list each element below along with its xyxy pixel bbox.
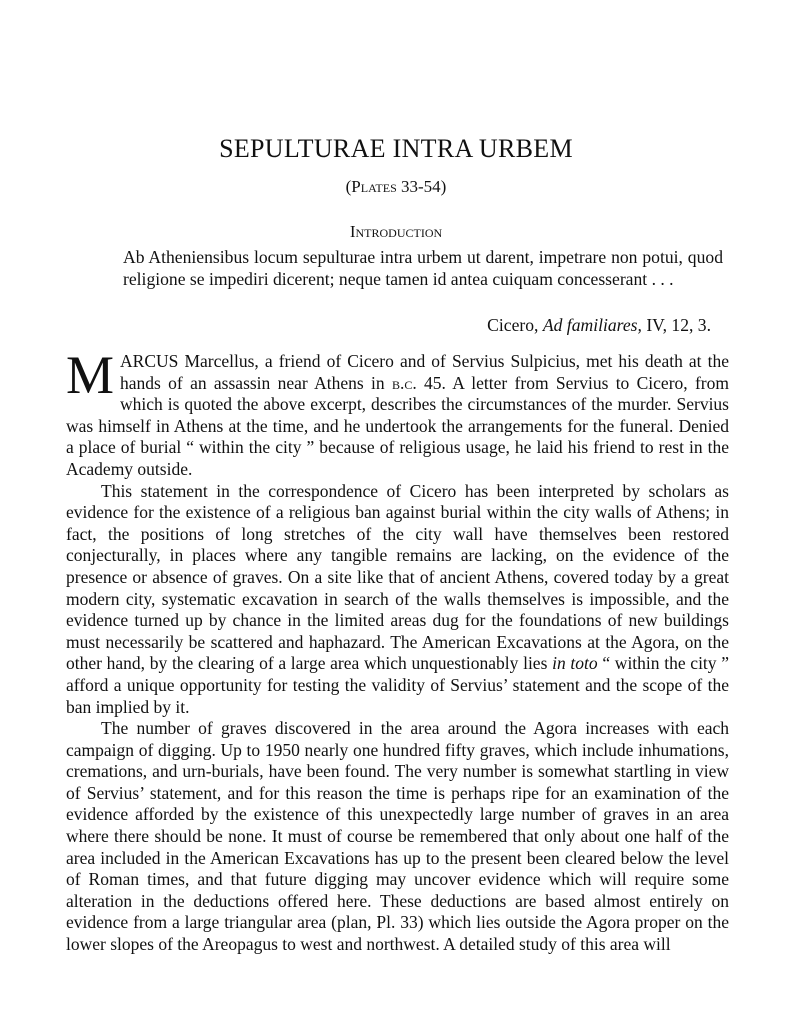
paragraph-2-text-b: “ within the city ” afford a unique opportunity for testing the validity of Servius’ statement and the scope of the ban implied by it. bbox=[66, 653, 730, 717]
paragraph-3: The number of graves discovered in the area around the Agora increases with each campaign of digging. Up to 1950 nearly one hundred fifty graves, which include inhumations, cremations, and urn-burials, have been found. The very number is somewhat startling in view of Servius’ statement, and for this reason the time is perhaps ripe for an examination of the evidence afforded by the existence of this unexpectedly large number of graves in an area where there should be none. It must of course be remembered that only about one half of the area included in the American Excavations has up to the present been cleared below the level of Roman times, and that future digging may uncover evidence which will require some alteration in the deductions offered here. These deductions are based almost entirely on evidence from a large triangular area (plan, Pl. 33) which lies outside the Agora proper on the lower slopes of the Areopagus to west and northwest. A detailed study of this area will bbox=[66, 718, 729, 955]
section-heading: Introduction bbox=[349, 222, 443, 241]
epigraph-citation bbox=[487, 314, 711, 336]
paragraph-2-text-a: This statement in the correspondence of Cicero has been interpreted by scholars as evidence for the existence of a religious ban against burial within the city walls of Athens; in fact, the positions of long stretches of the city wall have themselves been restored conjecturally, in places where any tangible remains are lacking, on the evidence of the presence or absence of graves. On a site like that of ancient Athens, covered today by a great modern city, systematic excavation in search of the walls themselves is impossible, and the evidence turned up by chance in the limited areas dug for the foundations of new buildings must necessarily be scattered and haphazard. The American Excavations at the Agora, on the other hand, by the clearing of a large area which unquestionably lies bbox=[66, 480, 729, 674]
epigraph-text: Ab Atheniensibus locum sepulturae intra urbem ut darent, impetrare non potui, quod religione se impediri dicerent; neque tamen id antea cuiquam concesserant . . . bbox=[123, 247, 723, 289]
paragraph-1-text-a: ARCUS Marcellus, a friend of Cicero and of Servius Sulpicius, met his death at the hands of an assassin near Athens in bbox=[120, 351, 729, 393]
italic-phrase: in toto bbox=[552, 653, 598, 674]
paragraph-1 bbox=[66, 345, 729, 481]
plates-reference: (Plates 33-54) bbox=[345, 177, 447, 196]
citation-reference: IV, 12, 3. bbox=[646, 315, 711, 335]
citation-work: Ad familiares, bbox=[542, 315, 642, 335]
drop-cap: M bbox=[66, 345, 115, 405]
citation-author: Cicero, bbox=[487, 315, 539, 335]
page-title: SEPULTURAE INTRA URBEM bbox=[219, 134, 573, 163]
paragraph-1-text-b: 45. A letter from Servius to Cicero, from which is quoted the above excerpt, describes the circumstances of the murder. Servius was himself in Athens at the time, and he undertook the arrangements for the funeral. Denied a place of burial “ within the city ” because of religious usage, he laid his friend to rest in the Academy outside. bbox=[66, 372, 729, 479]
era-abbreviation: b.c. bbox=[391, 372, 417, 393]
paragraph-2 bbox=[66, 481, 729, 719]
body-text bbox=[66, 345, 730, 956]
